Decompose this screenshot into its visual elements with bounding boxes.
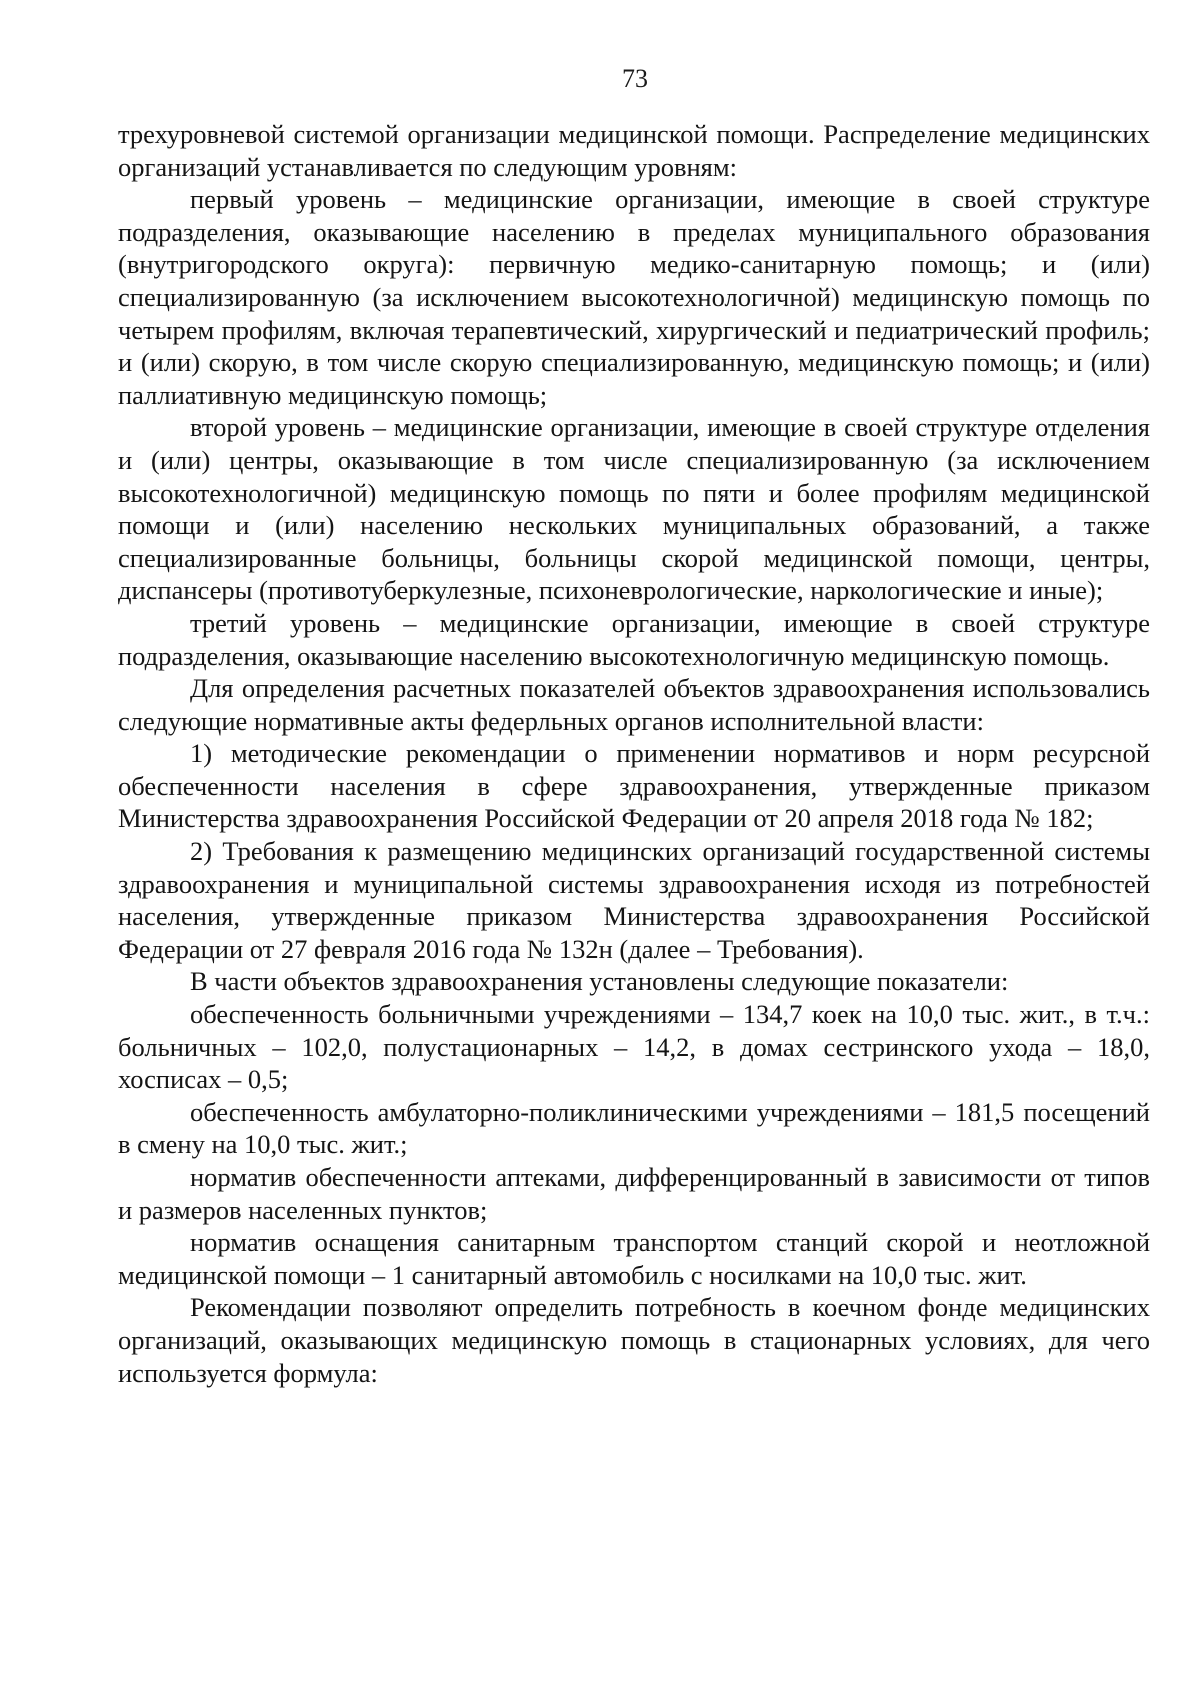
list-item-placement-requirements: 2) Требования к размещению медицинских организаций государственной системы здравоохранения и муниципальной системы здравоохранения исходя из потребностей населения, утвержденные приказом Министерства здравоохранения Российской Федерации от 27 февраля 2016 года № 132н (далее – Требования). <box>118 836 1150 964</box>
document-body <box>118 118 1150 1389</box>
paragraph-second-level: второй уровень – медицинские организации, имеющие в своей структуре отделения и (или) центры, оказывающие в том числе специализированную (за исключением высокотехнологичной) медицинскую помощь по пяти и более профилям медицинской помощи и (или) населению нескольких муниципальных образований, а также специализированные больницы, больницы скорой медицинской помощи, центры, диспансеры (противотуберкулезные, психоневрологические, наркологические и иные); <box>118 412 1150 606</box>
page-number: 73 <box>622 64 648 93</box>
paragraph-indicators-intro: В части объектов здравоохранения установлены следующие показатели: <box>190 966 1009 997</box>
paragraph-recommendations-formula: Рекомендации позволяют определить потребность в коечном фонде медицинских организаций, оказывающих медицинскую помощь в стационарных условиях, для чего используется формула: <box>118 1292 1150 1388</box>
paragraph-normative-acts-intro: Для определения расчетных показателей объектов здравоохранения использовались следующие нормативные акты федерльных органов исполнительной власти: <box>118 673 1150 736</box>
paragraph-third-level: третий уровень – медицинские организации, имеющие в своей структуре подразделения, оказывающие населению высокотехнологичную медицинскую помощь. <box>118 607 1150 671</box>
list-item-methodical-recommendations: 1) методические рекомендации о применении нормативов и норм ресурсной обеспеченности населения в сфере здравоохранения, утвержденные приказом Министерства здравоохранения Российской Федерации от 20 апреля 2018 года № 182; <box>118 738 1150 834</box>
paragraph-continuation: трехуровневой системой организации медицинской помощи. Распределение медицинских организаций устанавливается по следующим уровням: <box>118 119 1150 182</box>
paragraph-outpatient-provision: обеспеченность амбулаторно-поликлиническими учреждениями – 181,5 посещений в смену на 10,0 тыс. жит.; <box>118 1096 1150 1160</box>
paragraph-pharmacy-norm: норматив обеспеченности аптеками, дифференцированный в зависимости от типов и размеров населенных пунктов; <box>118 1162 1150 1225</box>
paragraph-ambulance-norm: норматив оснащения санитарным транспортом станций скорой и неотложной медицинской помощи – 1 санитарный автомобиль с носилками на 10,0 тыс. жит. <box>118 1227 1150 1290</box>
paragraph-hospital-provision: обеспеченность больничными учреждениями – 134,7 коек на 10,0 тыс. жит., в т.ч.: больничных – 102,0, полустационарных – 14,2, в домах сестринского ухода – 18,0, хосписах – 0,5; <box>118 999 1150 1095</box>
paragraph-first-level: первый уровень – медицинские организации, имеющие в своей структуре подразделения, оказывающие населению в пределах муниципального образования (внутригородского округа): первичную медико-санитарную помощь; и (или) специализированную (за исключением высокотехнологичной) медицинскую помощь по четырем профилям, включая терапевтический, хирургический и педиатрический профиль; и (или) скорую, в том числе скорую специализированную, медицинскую помощь; и (или) паллиативную медицинскую помощь; <box>118 184 1150 410</box>
